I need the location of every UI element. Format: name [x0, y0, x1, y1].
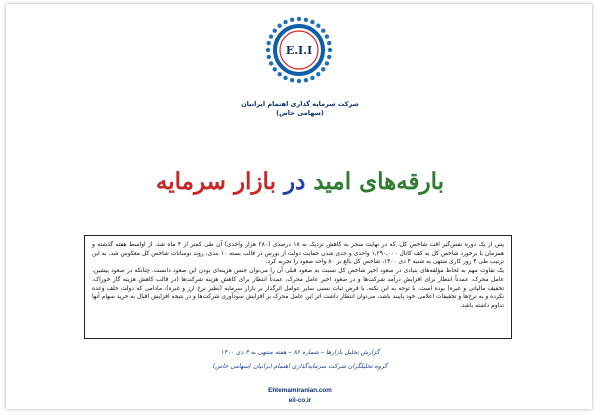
report-info: گزارش تحلیل بازارها – شماره ۸۶ – هفته منتهی به ۴ دی ۱۴۰۰: [220, 349, 380, 356]
logo-dot: [327, 41, 331, 45]
article-paragraph-1: پس از یک دوره نفس‌گیر افت شاخص کل، که در نهایت منجر به کاهش نزدیک به ۱۸ درصدی (۲۸۰ هزار واحدی) آن طی کمتر از ۴ ماه شد، از اواسط هفته گذشته و همزمان با برخورد شاخص کل به کف کانال ۱,۲۹۰,۰۰۰ واحدی و جدی شدن حمایت دولت از بورس در قالب بسته ۱۰ بندی، روند نوسانات شاخص کل معکوس شد. به این ترتیب طی ۴ روز کاری منتهی به شنبه ۴ دی ۱۴۰۰، شاخص کل بالغ بر ۸۰ واحد صعود را تجربه کرد.: [92, 242, 504, 266]
logo-dot: [321, 28, 325, 32]
logo-dot: [325, 61, 329, 65]
headline-part-3: بازار سرمایه: [155, 168, 276, 195]
logo-dot: [273, 67, 277, 71]
logo-dot: [327, 55, 331, 59]
logo-dot: [266, 48, 270, 52]
company-name: شرکت سرمایه گذاری اهتمام ایرانیان: [241, 100, 359, 108]
logo-dot: [283, 20, 287, 24]
logo-dot: [267, 55, 271, 59]
headline-part-2: در: [283, 168, 306, 195]
logo-dot: [273, 28, 277, 32]
logo-dot: [321, 67, 325, 71]
website-link-1[interactable]: Ehtemamiranian.com: [268, 387, 332, 394]
logo-dot: [277, 24, 281, 28]
headline-part-1: بارقه‌های امید: [313, 168, 445, 195]
headline: [0, 168, 600, 195]
logo-dot: [297, 79, 301, 83]
logo-dot: [310, 76, 314, 80]
logo-dot: [304, 18, 308, 22]
logo-dot: [328, 48, 332, 52]
logo-dot: [267, 41, 271, 45]
logo-dot: [277, 72, 281, 76]
logo-dot: [283, 76, 287, 80]
logo-dot: [290, 18, 294, 22]
logo-dot: [325, 34, 329, 38]
website-link-2[interactable]: eii-co.ir: [288, 397, 312, 404]
company-type: (سهامی خاص): [276, 109, 324, 117]
logo-dot: [316, 72, 320, 76]
logo-dot: [316, 24, 320, 28]
logo-dot: [304, 78, 308, 82]
article-paragraph-2: یک تفاوت مهم به لحاظ مؤلفه‌های بنیادی در صعود اخیر شاخص کل نسبت به صعود قبلی آن را می‌توان جنس هزینه‌ای بودن این صعود دانست. چنانکه در صعود پیشین، عامل محرک، عمدتاً انتظار برای افزایش درآمد شرکت‌ها و در صعود اخیر عامل محرک، عمدتاً انتظار برای کاهش هزینه شرکت‌ها (در قالب کاهش هزینه گاز خوراک، تخفیف مالیاتی و غیره) بوده است. با توجه به این نکته، با فرض ثبات نسبی سایر عوامل اثرگذار بر بازار سرمایه (نظیر نرخ ارز و غیره)، مادامی که دولت خلف وعده نکرده و به نرخ‌ها و تخفیفات اعلامی خود پایبند باشد، می‌توان انتظار داشت اثر این عامل محرک بر افزایش سودآوری شرکت‌ها و در نتیجه افزایش اقبال به خرید سهام آنها تداوم داشته باشد.: [92, 268, 504, 309]
company-logo: [263, 14, 335, 86]
logo-text: E.I.I: [285, 44, 313, 57]
logo-dot: [290, 78, 294, 82]
analyst-group: گروه تحلیلگران شرکت سرمایه‌گذاری اهتمام ایرانیان (سهامی خاص): [212, 363, 388, 370]
logo-dot: [297, 17, 301, 21]
logo-dot: [269, 34, 273, 38]
article-box: [84, 235, 512, 339]
logo-dot: [310, 20, 314, 24]
logo-dot: [269, 61, 273, 65]
